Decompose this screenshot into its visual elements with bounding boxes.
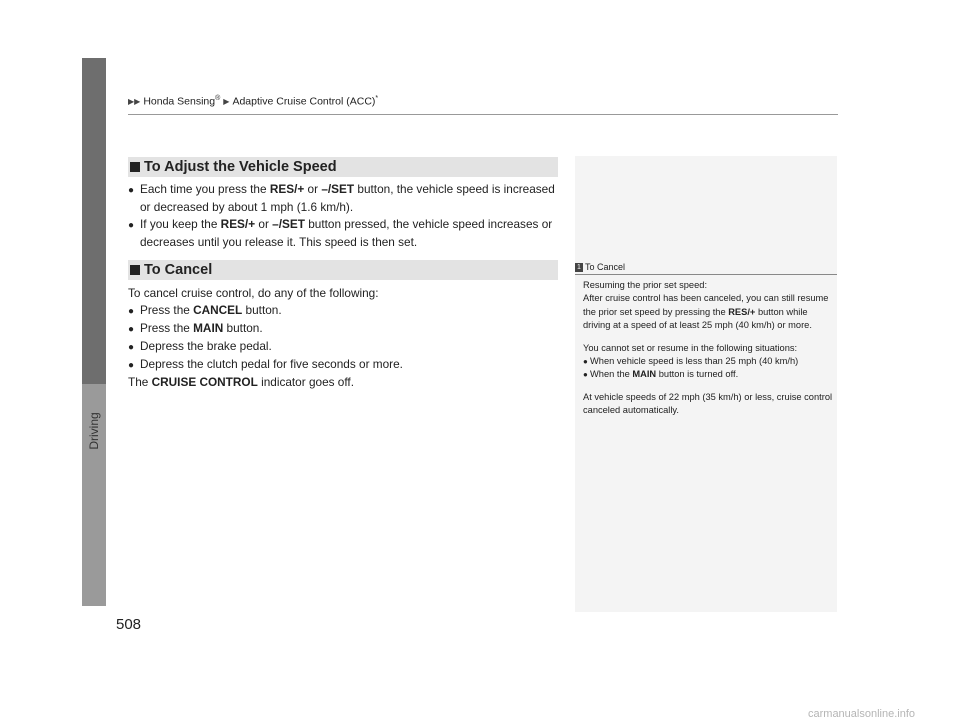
note-body [583,279,833,418]
list-item: ● Depress the clutch pedal for five seconds or more. [128,356,560,374]
list-item: ● If you keep the RES/+ or –/SET button pressed, the vehicle speed increases or decreases until you release it. This speed is then set. [128,217,553,249]
bullet-icon: ● [128,360,135,371]
note-list-item: ● When the MAIN button is turned off. [583,368,833,381]
bullet-icon: ● [128,220,135,231]
section-square-icon [130,265,140,275]
chapter-side-tab [82,58,106,606]
cancel-body [128,285,560,391]
breadcrumb-item-acc[interactable]: Adaptive Cruise Control (ACC)* [232,95,379,108]
section-title: To Adjust the Vehicle Speed [144,159,337,175]
list-item: ● Depress the brake pedal. [128,338,560,356]
watermark: carmanualsonline.info [808,708,916,720]
bullet-icon: ● [583,357,588,367]
note-paragraph: You cannot set or resume in the following situations: [583,342,798,353]
list-item: ● Press the MAIN button. [128,320,560,338]
list-item: ● Each time you press the RES/+ or –/SET button, the vehicle speed is increased or decreased by about 1 mph (1.6 km/h). [128,182,555,214]
note-marker-icon: 1 [575,263,583,272]
note-list-item: ● When vehicle speed is less than 25 mph (40 km/h) [583,355,833,368]
section-heading-cancel [128,260,558,280]
breadcrumb-item-honda-sensing[interactable]: Honda Sensing® [143,95,221,108]
breadcrumb-arrow-icon: ▶▶ [128,96,141,106]
cancel-outro: The CRUISE CONTROL indicator goes off. [128,375,354,389]
bullet-icon: ● [128,185,135,196]
cancel-intro: To cancel cruise control, do any of the following: [128,286,379,300]
note-divider [575,274,837,275]
bullet-icon: ● [128,342,135,353]
header-divider [128,114,838,115]
section-square-icon [130,162,140,172]
note-title: To Cancel [585,262,626,272]
note-heading [575,261,837,273]
section-title: To Cancel [144,262,213,278]
breadcrumb [128,95,378,108]
adjust-speed-body [128,181,560,251]
side-tab-accent [82,58,106,384]
note-paragraph: Resuming the prior set speed: After cruise control has been canceled, you can still resume the prior set speed by pressing the RES/+ button while driving at a speed of at least 25 mph (40 km/h) or more. [583,280,829,331]
note-paragraph: At vehicle speeds of 22 mph (35 km/h) or less, cruise control canceled automatically. [583,391,833,416]
side-tab-label: Driving [87,412,101,450]
breadcrumb-arrow-icon: ▶ [223,96,230,106]
bullet-icon: ● [128,324,135,335]
page-number: 508 [116,616,142,633]
bullet-icon: ● [128,306,135,317]
section-heading-adjust-speed [128,157,558,177]
list-item: ● Press the CANCEL button. [128,302,560,320]
bullet-icon: ● [583,370,588,380]
